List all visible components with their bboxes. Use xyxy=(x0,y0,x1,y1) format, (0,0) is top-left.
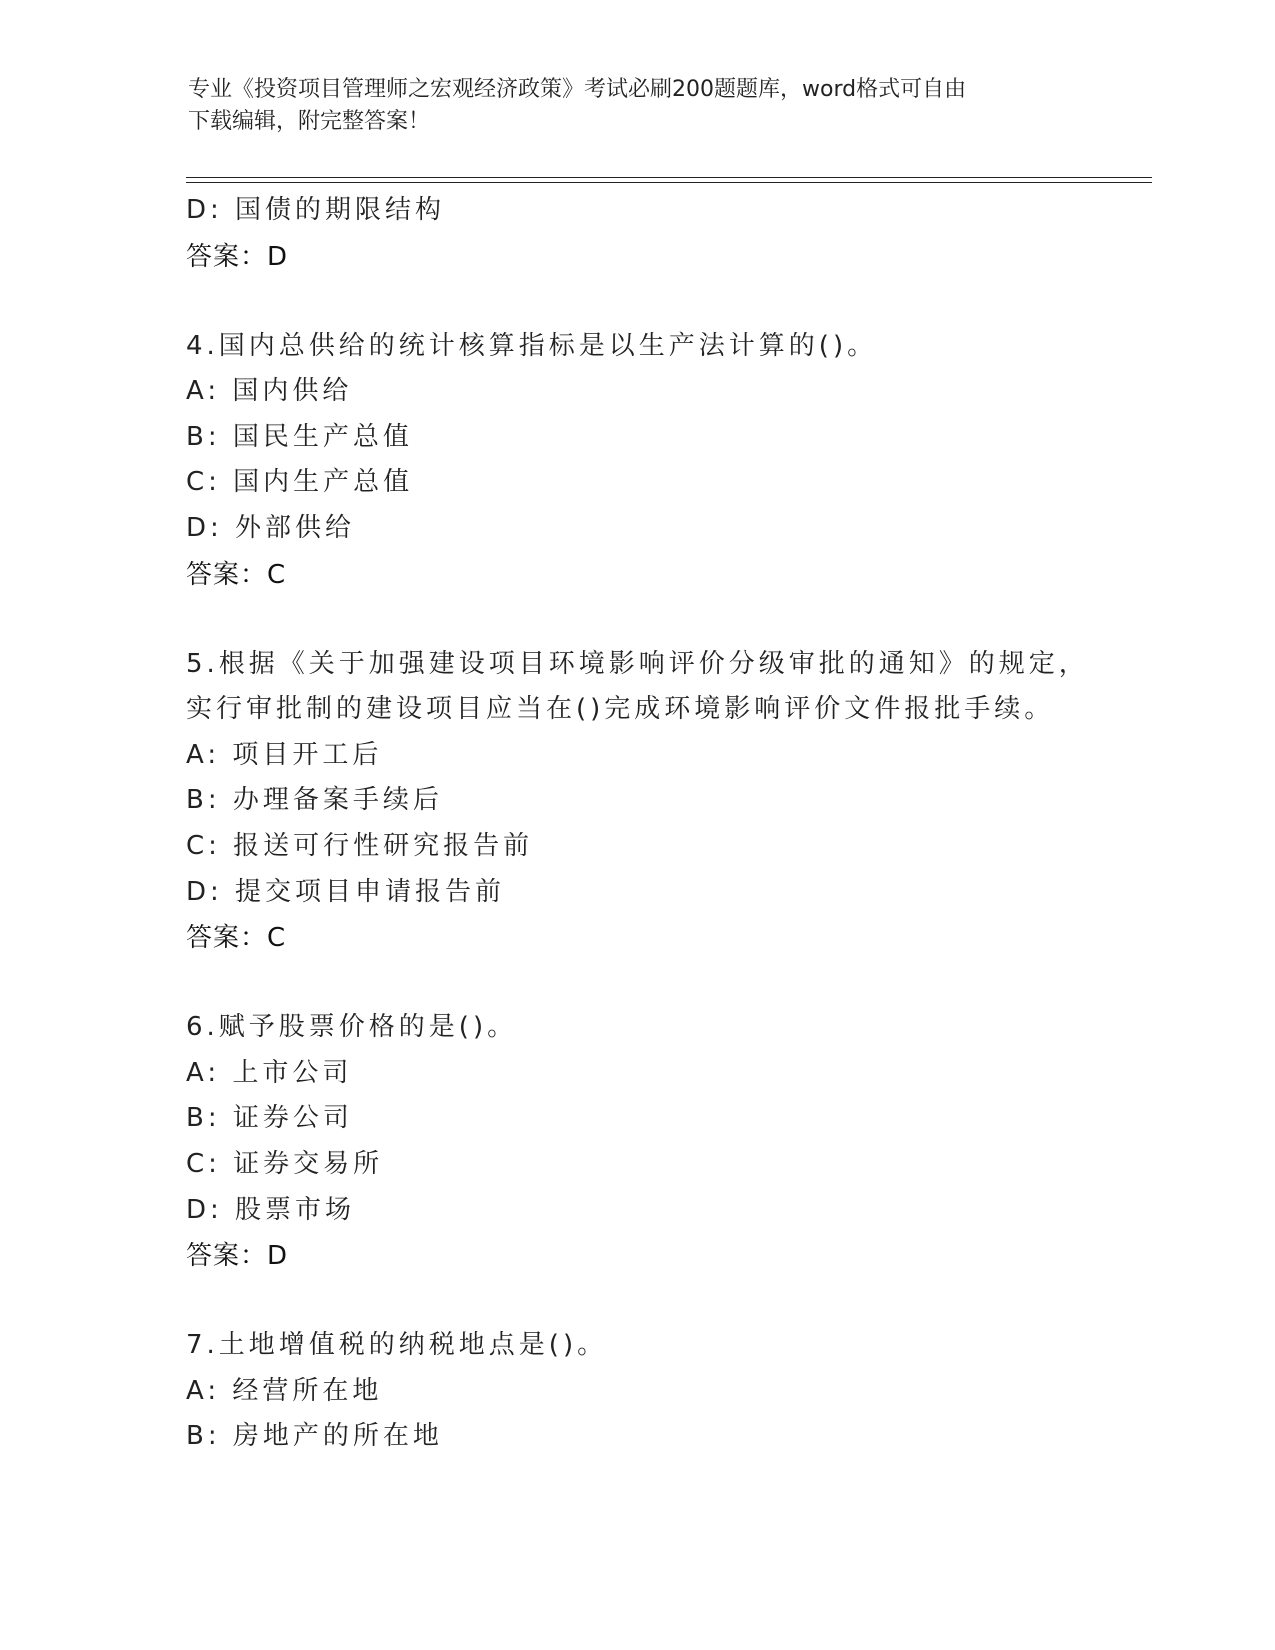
header-rule-bottom xyxy=(186,182,1152,183)
question-stem: 6.赋予股票价格的是()。 xyxy=(186,1012,518,1043)
option-c: C: 国内生产总值 xyxy=(186,467,414,498)
answer: 答案：D xyxy=(186,241,289,272)
option-a: A: 项目开工后 xyxy=(186,739,383,770)
question-3-tail xyxy=(186,188,1152,280)
answer: 答案：D xyxy=(186,1241,289,1272)
answer: 答案：C xyxy=(186,923,287,954)
question-6 xyxy=(186,1005,1152,1279)
question-5 xyxy=(186,642,1152,962)
option-d: D: 提交项目申请报告前 xyxy=(186,876,506,907)
spacer xyxy=(186,961,1152,1005)
option-b: B: 办理备案手续后 xyxy=(186,785,443,816)
answer: 答案：C xyxy=(186,559,287,590)
option-c: C: 报送可行性研究报告前 xyxy=(186,830,534,861)
question-stem: 4.国内总供给的统计核算指标是以生产法计算的()。 xyxy=(186,330,878,361)
question-stem-line-2: 实行审批制的建设项目应当在()完成环境影响评价文件报批手续。 xyxy=(186,694,1055,725)
spacer xyxy=(186,1279,1152,1323)
option-c: C: 证券交易所 xyxy=(186,1148,384,1179)
header-line-1: 专业《投资项目管理师之宏观经济政策》考试必刷200题题库，word格式可自由 xyxy=(188,77,967,102)
question-stem: 7.土地增值税的纳税地点是()。 xyxy=(186,1330,608,1361)
header-rule-top xyxy=(186,177,1152,178)
option-b: B: 证券公司 xyxy=(186,1103,353,1134)
document-header xyxy=(188,74,1068,138)
option-b: B: 房地产的所在地 xyxy=(186,1421,443,1452)
option-d: D: 国债的期限结构 xyxy=(186,195,446,225)
question-list xyxy=(186,188,1152,1460)
question-7 xyxy=(186,1323,1152,1460)
option-a: A: 国内供给 xyxy=(186,376,353,407)
option-b: B: 国民生产总值 xyxy=(186,421,413,452)
option-d: D: 股票市场 xyxy=(186,1194,356,1225)
header-line-2: 下载编辑，附完整答案！ xyxy=(188,109,431,134)
option-a: A: 上市公司 xyxy=(186,1057,353,1088)
option-d: D: 外部供给 xyxy=(186,512,356,543)
option-a: A: 经营所在地 xyxy=(186,1375,383,1406)
spacer xyxy=(186,280,1152,324)
question-stem-line-1: 5.根据《关于加强建设项目环境影响评价分级审批的通知》的规定， xyxy=(186,648,1089,679)
question-4 xyxy=(186,324,1152,598)
spacer xyxy=(186,598,1152,642)
